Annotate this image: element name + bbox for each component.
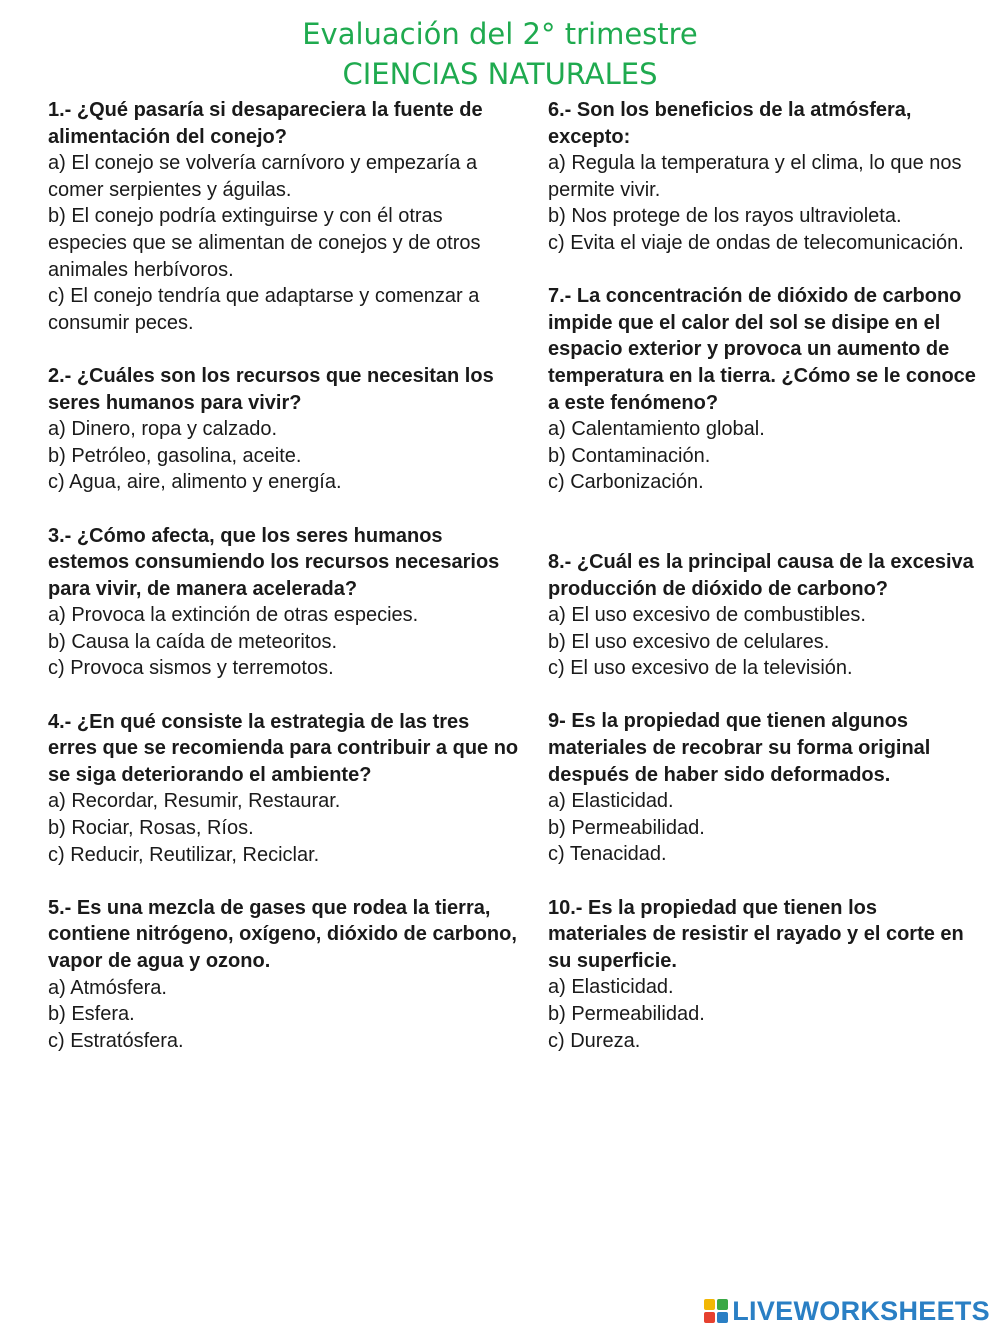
option-c[interactable]: c) Dureza. bbox=[548, 1029, 641, 1052]
logo-text: LIVEWORKSHEETS bbox=[732, 1295, 990, 1326]
question-1 bbox=[48, 97, 523, 336]
option-b[interactable]: b) Rociar, Rosas, Ríos. bbox=[48, 817, 254, 840]
question-2 bbox=[48, 363, 523, 496]
logo-square-red bbox=[704, 1312, 715, 1323]
logo-square-yellow bbox=[704, 1299, 715, 1310]
page-header bbox=[0, 14, 1000, 94]
option-c[interactable]: c) Reducir, Reutilizar, Reciclar. bbox=[48, 843, 320, 866]
option-b[interactable]: b) El uso excesivo de celulares. bbox=[548, 630, 830, 653]
question-5 bbox=[48, 895, 523, 1055]
option-c[interactable]: c) Provoca sismos y terremotos. bbox=[48, 657, 334, 680]
option-c[interactable]: c) El conejo tendría que adaptarse y comenzar a consumir peces. bbox=[48, 285, 480, 334]
question-stem: 2.- ¿Cuáles son los recursos que necesitan los seres humanos para vivir? bbox=[48, 364, 494, 414]
question-stem: 7.- La concentración de dióxido de carbono impide que el calor del sol se disipe en el espacio exterior y provoca un aumento de temperatura en la tierra. ¿Cómo se le conoce a este fenómeno? bbox=[548, 285, 976, 414]
left-column bbox=[48, 97, 523, 1081]
option-a[interactable]: a) Regula la temperatura y el clima, lo que nos permite vivir. bbox=[548, 152, 962, 201]
question-6 bbox=[548, 97, 978, 257]
option-a[interactable]: a) Elasticidad. bbox=[548, 790, 674, 813]
right-column bbox=[548, 97, 978, 1081]
option-c[interactable]: c) Evita el viaje de ondas de telecomunicación. bbox=[548, 231, 964, 254]
option-c[interactable]: c) El uso excesivo de la televisión. bbox=[548, 657, 853, 680]
logo-square-blue bbox=[717, 1312, 728, 1323]
option-b[interactable]: b) Petróleo, gasolina, aceite. bbox=[48, 444, 302, 467]
question-stem: 9- Es la propiedad que tienen algunos materiales de recobrar su forma original después de haber sido deformados. bbox=[548, 710, 931, 786]
option-a[interactable]: a) Atmósfera. bbox=[48, 976, 167, 999]
logo-square-green bbox=[717, 1299, 728, 1310]
question-9 bbox=[548, 708, 978, 868]
option-a[interactable]: a) Recordar, Resumir, Restaurar. bbox=[48, 790, 341, 813]
question-stem: 10.- Es la propiedad que tienen los materiales de resistir el rayado y el corte en su superficie. bbox=[548, 896, 964, 972]
page-subtitle: CIENCIAS NATURALES bbox=[342, 57, 658, 91]
option-b[interactable]: b) Causa la caída de meteoritos. bbox=[48, 630, 338, 653]
option-b[interactable]: b) Contaminación. bbox=[548, 444, 711, 467]
option-a[interactable]: a) Elasticidad. bbox=[548, 976, 674, 999]
question-8 bbox=[548, 549, 978, 682]
question-stem: 6.- Son los beneficios de la atmósfera, excepto: bbox=[548, 99, 912, 148]
option-b[interactable]: b) Permeabilidad. bbox=[548, 816, 705, 839]
option-c[interactable]: c) Tenacidad. bbox=[548, 843, 667, 866]
option-c[interactable]: c) Agua, aire, alimento y energía. bbox=[48, 471, 342, 494]
option-a[interactable]: a) Dinero, ropa y calzado. bbox=[48, 418, 278, 441]
option-b[interactable]: b) El conejo podría extinguirse y con él otras especies que se alimentan de conejos y de otros animales herbívoros. bbox=[48, 205, 481, 281]
question-4 bbox=[48, 709, 523, 869]
page-title: Evaluación del 2° trimestre bbox=[302, 17, 698, 51]
liveworksheets-logo[interactable] bbox=[704, 1295, 990, 1326]
question-7 bbox=[548, 283, 978, 496]
option-a[interactable]: a) El uso excesivo de combustibles. bbox=[548, 604, 866, 627]
question-3 bbox=[48, 523, 523, 683]
option-c[interactable]: c) Carbonización. bbox=[548, 471, 704, 494]
option-b[interactable]: b) Nos protege de los rayos ultravioleta. bbox=[548, 205, 902, 228]
option-c[interactable]: c) Estratósfera. bbox=[48, 1029, 184, 1052]
option-a[interactable]: a) El conejo se volvería carnívoro y empezaría a comer serpientes y águilas. bbox=[48, 152, 478, 201]
question-stem: 5.- Es una mezcla de gases que rodea la tierra, contiene nitrógeno, oxígeno, dióxido de carbono, vapor de agua y ozono. bbox=[48, 896, 517, 972]
option-b[interactable]: b) Permeabilidad. bbox=[548, 1003, 705, 1025]
option-b[interactable]: b) Esfera. bbox=[48, 1003, 135, 1026]
option-a[interactable]: a) Provoca la extinción de otras especies. bbox=[48, 604, 419, 627]
question-stem: 1.- ¿Qué pasaría si desapareciera la fuente de alimentación del conejo? bbox=[48, 99, 483, 148]
option-a[interactable]: a) Calentamiento global. bbox=[548, 418, 765, 441]
logo-grid-icon bbox=[704, 1299, 728, 1323]
question-stem: 4.- ¿En qué consiste la estrategia de las tres erres que se recomienda para contribuir a que no se siga deteriorando el ambiente? bbox=[48, 710, 519, 786]
question-stem: 3.- ¿Cómo afecta, que los seres humanos estemos consumiendo los recursos necesarios para vivir, de manera acelerada? bbox=[48, 524, 500, 600]
question-stem: 8.- ¿Cuál es la principal causa de la excesiva producción de dióxido de carbono? bbox=[548, 550, 974, 600]
question-10 bbox=[548, 895, 978, 1055]
